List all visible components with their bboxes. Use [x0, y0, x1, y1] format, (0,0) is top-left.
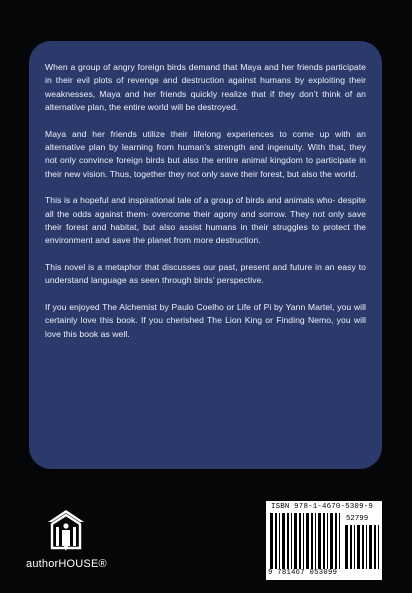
- price-barcode-bars: [345, 525, 379, 569]
- price-code-text: 52799: [346, 515, 369, 523]
- blurb-paragraph-5: If you enjoyed The Alchemist by Paulo Coelho or Life of Pi by Yann Martel, you will certainly love this book. If you cherished The Lion King or Finding Nemo, you will love this book as well.: [45, 301, 366, 339]
- blurb-paragraph-1: When a group of angry foreign birds demand that Maya and her friends participate in their evil plots of revenge and destruction against humans by exploiting their weaknesses, Maya and her friends quickly realize that if they don’t think of an alternative plan, the entire world will be destroyed.: [45, 62, 366, 113]
- isbn-text: ISBN 978-1-4670-5309-9: [271, 503, 373, 511]
- publisher-logo: [26, 508, 116, 576]
- blurb-paragraph-4: This novel is a metaphor that discusses our past, present and future in an easy to understand language as seen through birds’ perspective.: [45, 261, 366, 286]
- blurb-paragraph-3: This is a hopeful and inspirational tale of a group of birds and animals who- despite all the odds against them- overcome their agony and sorrow. They not only save their forest and habitat, but also assist humans in their struggles to protect the environment and save the planet from more destruction.: [45, 195, 366, 246]
- isbn-barcode: [266, 501, 382, 580]
- publisher-name: authorHOUSE®: [26, 558, 107, 570]
- ean-barcode-bars: [270, 513, 342, 569]
- authorhouse-logo-icon: [46, 508, 86, 554]
- blurb-paragraph-2: Maya and her friends utilize their lifelong experiences to come up with an alternative plan by learning from human’s strength and ingenuity. With that, they not only convince foreign birds but also the entire animal kingdom to participate in their new vision. Thus, together they not only save their forest, but also the world.: [45, 128, 366, 179]
- back-cover-blurb-panel: [29, 41, 382, 469]
- ean-number-text: 9 781467 053099: [268, 569, 338, 577]
